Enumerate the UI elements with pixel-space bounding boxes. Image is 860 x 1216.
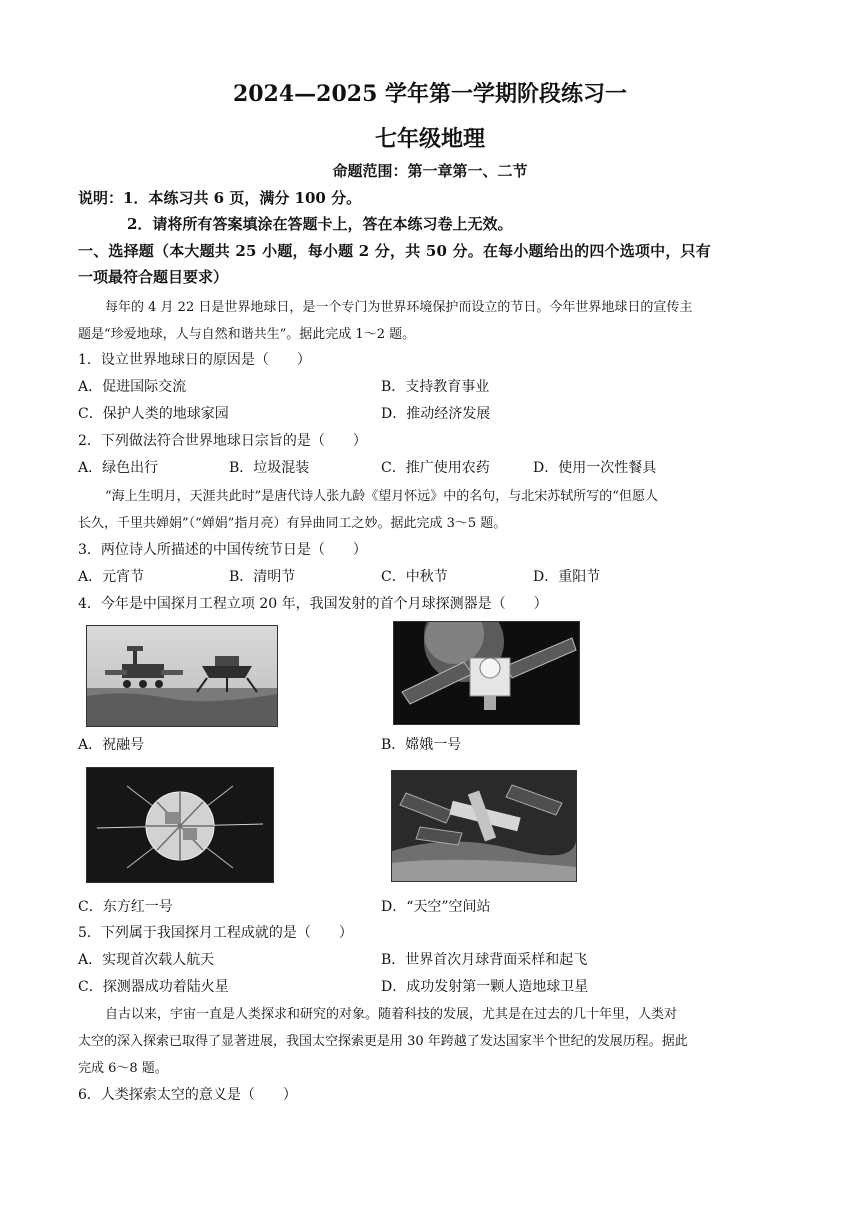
passage-1-line-2: 题是“珍爱地球，人与自然和谐共生”。据此完成 1～2 题。	[78, 327, 416, 342]
question-1-option-c: C．保护人类的地球家园	[78, 406, 229, 422]
section-heading-line-2: 一项最符合题目要求）	[78, 268, 229, 286]
passage-2-line-2: 长久，千里共婵娟”（“婵娟”指月亮）有异曲同工之妙。据此完成 3～5 题。	[78, 516, 507, 531]
dongfanghong-1-satellite-photo	[86, 767, 274, 883]
instruction-line-2: 2．请将所有答案填涂在答题卡上，答在本练习卷上无效。	[127, 215, 513, 233]
exam-subtitle: 七年级地理	[374, 126, 485, 152]
question-5-stem: 5．下列属于我国探月工程成就的是（ ）	[78, 925, 353, 941]
question-1-stem: 1．设立世界地球日的原因是（ ）	[78, 352, 311, 368]
passage-3-line-3: 完成 6～8 题。	[78, 1061, 168, 1076]
question-2-stem: 2．下列做法符合世界地球日宗旨的是（ ）	[78, 433, 367, 449]
passage-3-line-2: 太空的深入探索已取得了显著进展，我国太空探索更是用 30 年跨越了发达国家半个世纪的发展历程。据此	[78, 1034, 688, 1049]
change-1-probe-photo	[393, 621, 580, 725]
question-1-option-d: D．推动经济发展	[381, 406, 491, 422]
question-3-option-a: A．元宵节	[78, 569, 145, 585]
instruction-line-1: 说明：1．本练习共 6 页，满分 100 分。	[78, 189, 362, 207]
exam-scope: 命题范围：第一章第一、二节	[332, 162, 528, 180]
zhurong-rover-photo	[86, 625, 278, 727]
question-1-option-b: B．支持教育事业	[381, 379, 490, 395]
question-3-stem: 3．两位诗人所描述的中国传统节日是（ ）	[78, 542, 367, 558]
question-5-option-a: A．实现首次载人航天	[78, 952, 215, 968]
question-5-option-d: D．成功发射第一颗人造地球卫星	[381, 979, 589, 995]
question-4-stem: 4．今年是中国探月工程立项 20 年，我国发射的首个月球探测器是（ ）	[78, 596, 548, 612]
question-5-option-c: C．探测器成功着陆火星	[78, 979, 229, 995]
question-2-option-a: A．绿色出行	[78, 460, 159, 476]
question-2-option-d: D．使用一次性餐具	[533, 460, 657, 476]
question-5-option-b: B．世界首次月球背面采样和起飞	[381, 952, 588, 968]
exam-title: 2024—2025 学年第一学期阶段练习一	[232, 81, 628, 107]
passage-3-line-1: 自古以来，宇宙一直是人类探求和研究的对象。随着科技的发展，尤其是在过去的几十年里，人类对	[105, 1007, 678, 1022]
question-3-option-b: B．清明节	[229, 569, 296, 585]
question-2-option-b: B．垃圾混装	[229, 460, 310, 476]
question-3-option-d: D．重阳节	[533, 569, 601, 585]
passage-1-line-1: 每年的 4 月 22 日是世界地球日，是一个专门为世界环境保护而设立的节日。今年世界地球日的宣传主	[105, 300, 693, 315]
question-4-option-a: A．祝融号	[78, 737, 145, 753]
question-6-stem: 6．人类探索太空的意义是（ ）	[78, 1087, 297, 1103]
tiangong-space-station-photo	[391, 770, 577, 882]
question-2-option-c: C．推广使用农药	[381, 460, 490, 476]
passage-2-line-1: “海上生明月，天涯共此时”是唐代诗人张九龄《望月怀远》中的名句，与北宋苏轼所写的“但愿人	[105, 489, 658, 504]
question-3-option-c: C．中秋节	[381, 569, 448, 585]
question-1-option-a: A．促进国际交流	[78, 379, 187, 395]
section-heading-line-1: 一、选择题（本大题共 25 小题，每小题 2 分，共 50 分。在每小题给出的四个选项中，只有	[78, 242, 711, 260]
question-4-option-c: C．东方红一号	[78, 899, 173, 915]
question-4-option-b: B．嫦娥一号	[381, 737, 462, 753]
question-4-option-d: D．“天空”空间站	[381, 899, 491, 915]
